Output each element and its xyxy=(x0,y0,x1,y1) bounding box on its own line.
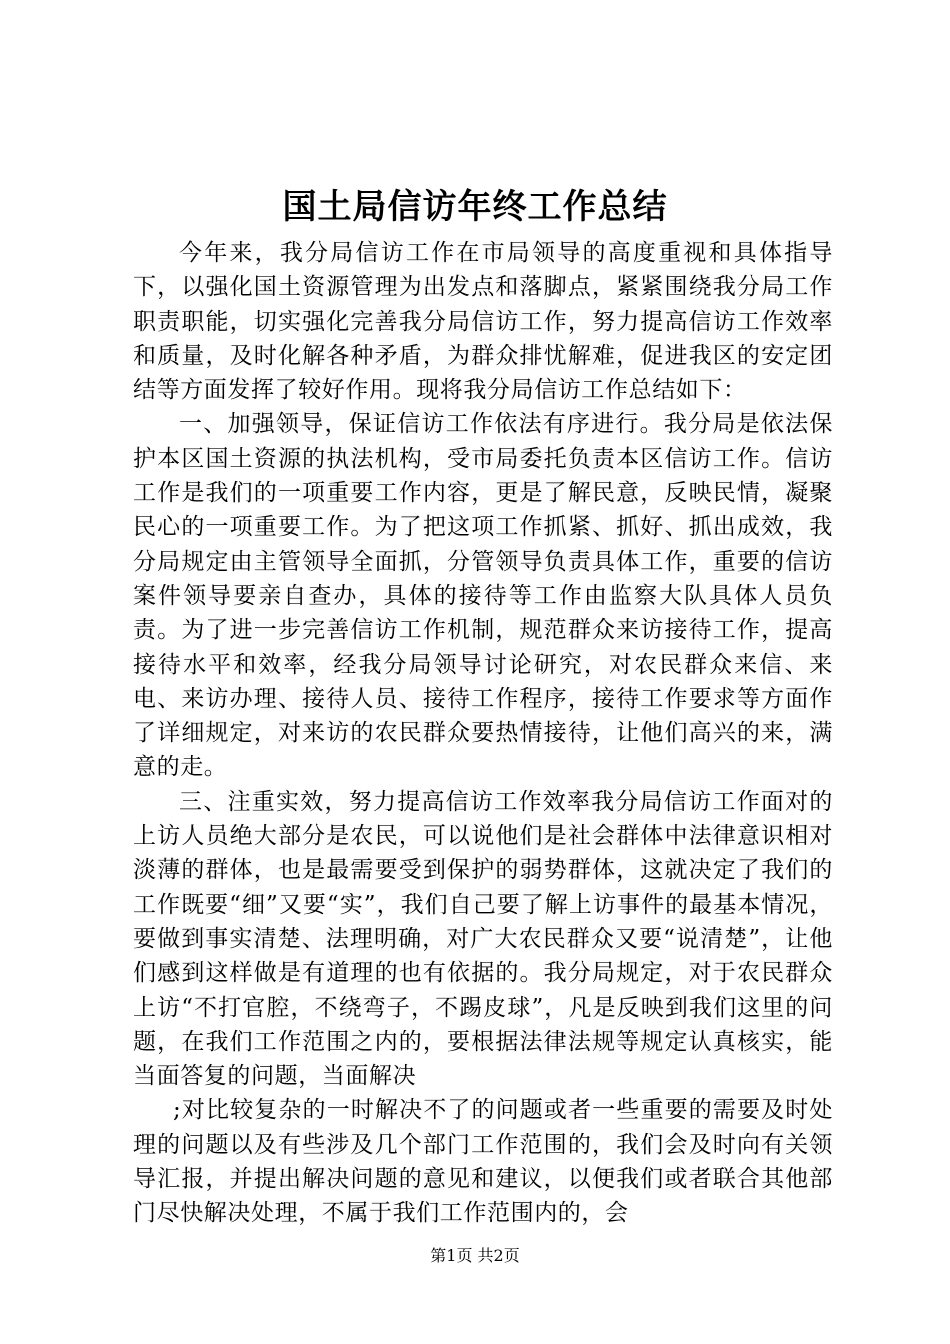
paragraph-continuation: ;对比较复杂的一时解决不了的问题或者一些重要的需要及时处理的问题以及有些涉及几个部门工作范围的，我们会及时向有关领导汇报，并提出解决问题的意见和建议，以便我们或者联合其他部门尽快解决处理，不属于我们工作范围内的，会 xyxy=(133,1097,833,1227)
document-title: 国土局信访年终工作总结 xyxy=(282,187,668,227)
page-number-footer: 第1页 共2页 xyxy=(430,1246,520,1265)
document-body xyxy=(133,236,833,1231)
paragraph-section-one: 一、加强领导，保证信访工作依法有序进行。我分局是依法保护本区国土资源的执法机构，受市局委托负责本区信访工作。信访工作是我们的一项重要工作内容，更是了解民意，反映民情，凝聚民心的一项重要工作。为了把这项工作抓紧、抓好、抓出成效，我分局规定由主管领导全面抓，分管领导负责具体工作，重要的信访案件领导要亲自查办，具体的接待等工作由监察大队具体人员负责。为了进一步完善信访工作机制，规范群众来访接待工作，提高接待水平和效率，经我分局领导讨论研究，对农民群众来信、来电、来访办理、接待人员、接待工作程序，接待工作要求等方面作了详细规定，对来访的农民群众要热情接待，让他们高兴的来，满意的走。 xyxy=(133,411,833,781)
paragraph-intro: 今年来，我分局信访工作在市局领导的高度重视和具体指导下，以强化国土资源管理为出发点和落脚点，紧紧围绕我分局工作职责职能，切实强化完善我分局信访工作，努力提高信访工作效率和质量，及时化解各种矛盾，为群众排忧解难，促进我区的安定团结等方面发挥了较好作用。现将我分局信访工作总结如下： xyxy=(133,240,833,404)
paragraph-section-three: 三、注重实效，努力提高信访工作效率我分局信访工作面对的上访人员绝大部分是农民，可以说他们是社会群体中法律意识相对淡薄的群体，也是最需要受到保护的弱势群体，这就决定了我们的工作既要“细”又要“实”，我们自己要了解上访事件的最基本情况，要做到事实清楚、法理明确，对广大农民群众又要“说清楚”，让他们感到这样做是有道理的也有依据的。我分局规定，对于农民群众上访“不打官腔，不绕弯子，不踢皮球”，凡是反映到我们这里的问题，在我们工作范围之内的，要根据法律法规等规定认真核实，能当面答复的问题，当面解决 xyxy=(133,788,833,1090)
